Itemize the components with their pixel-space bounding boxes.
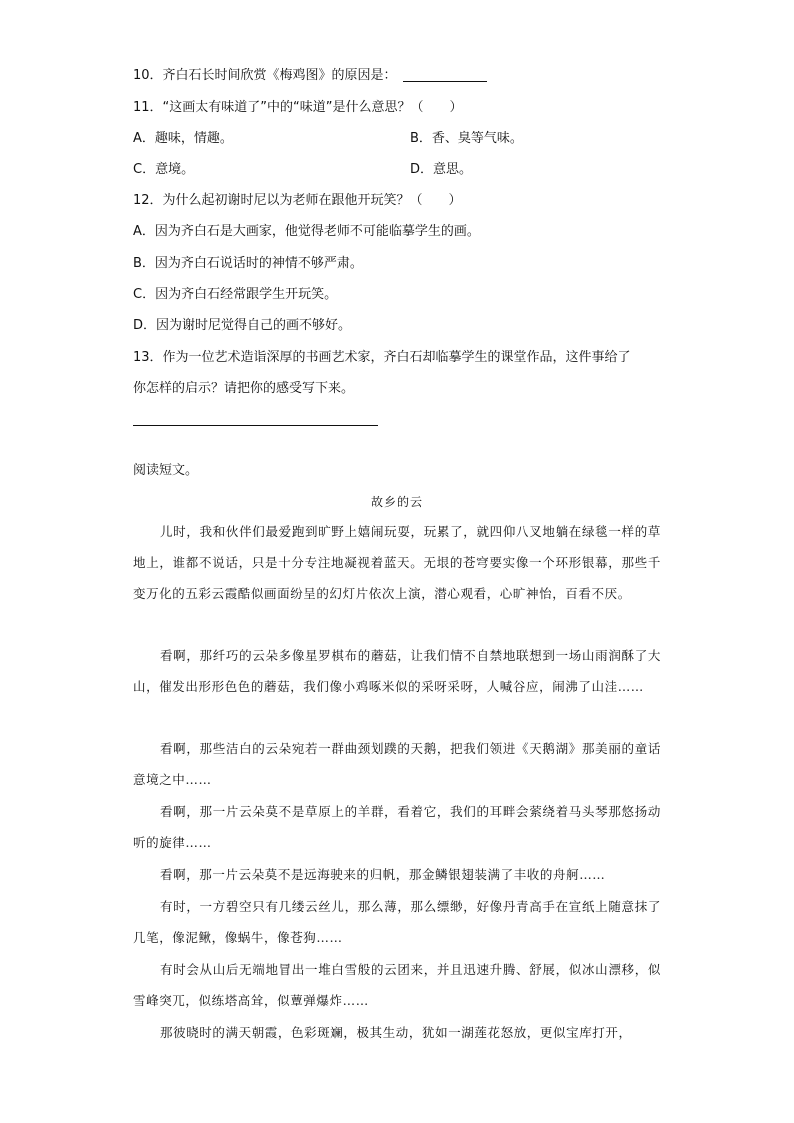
- question-13-line1: 13．作为一位艺术造诣深厚的书画艺术家，齐白石却临摹学生的课堂作品，这件事给了: [133, 350, 631, 365]
- passage-paragraph: 看啊，那纤巧的云朵多像星罗棋布的蘑菇，让我们情不自禁地联想到一场山雨润酥了大山，催发出形形色色的蘑菇，我们像小鸡啄米似的采呀采呀，人喊谷应，闹沸了山洼……: [133, 648, 661, 694]
- option-d: D．意思。: [410, 162, 473, 177]
- passage-paragraph: 那彼晓时的满天朝霞，色彩斑斓，极其生动，犹如一湖莲花怒放，更似宝库打开，: [160, 1025, 632, 1040]
- answer-blank[interactable]: [403, 67, 487, 82]
- passage-paragraph: 看啊，那一片云朵莫不是草原上的羊群，看着它，我们的耳畔会萦绕着马头琴那悠扬动听的旋律……: [133, 804, 661, 850]
- option-b: B．香、臭等气味。: [410, 131, 523, 146]
- passage-paragraph: 儿时，我和伙伴们最爱跑到旷野上嬉闹玩耍，玩累了，就四仰八叉地躺在绿毯一样的草地上，谁都不说话，只是十分专注地凝视着蓝天。无垠的苍穹要实像一个环形银幕，那些千变万化的五彩云霞酷似画面纷呈的幻灯片依次上演，潜心观看，心旷神怡，百看不厌。: [133, 524, 661, 601]
- option-d: D．因为谢时尼觉得自己的画不够好。: [133, 318, 352, 333]
- passage-paragraph: 有时会从山后无端地冒出一堆白雪般的云团来，并且迅速升腾、舒展，似冰山漂移，似雪峰突兀，似练塔高耸，似蕈弹爆炸……: [133, 962, 661, 1008]
- option-a: A．趣味，情趣。: [133, 131, 233, 146]
- reading-instruction: 阅读短文。: [133, 463, 199, 478]
- option-c: C．因为齐白石经常跟学生开玩笑。: [133, 287, 338, 302]
- question-13-line2: 你怎样的启示？请把你的感受写下来。: [133, 381, 355, 396]
- question-12: 12．为什么起初谢时尼以为老师在跟他开玩笑？（ ）: [133, 193, 462, 208]
- passage-paragraph: 有时，一方碧空只有几缕云丝儿，那么薄，那么缥缈，好像丹青高手在宣纸上随意抹了几笔，像泥鳅，像蜗牛，像苍狗……: [133, 899, 661, 945]
- question-11: 11．“这画太有味道了”中的“味道”是什么意思？（ ）: [133, 100, 463, 115]
- option-c: C．意境。: [133, 162, 195, 177]
- option-a: A．因为齐白石是大画家，他觉得老师不可能临摹学生的画。: [133, 224, 480, 239]
- passage-paragraph: 看啊，那些洁白的云朵宛若一群曲颈划蹼的天鹅，把我们领进《天鹅湖》那美丽的童话意境之中……: [133, 741, 661, 787]
- option-b: B．因为齐白石说话时的神情不够严肃。: [133, 256, 363, 271]
- answer-line[interactable]: [133, 425, 378, 426]
- passage-paragraph: 看啊，那一片云朵莫不是远海驶来的归帆，那金鳞银翅装满了丰收的舟舸……: [160, 867, 606, 882]
- question-10: [133, 66, 487, 86]
- passage-title: 故乡的云: [370, 495, 423, 509]
- question-10-text: 10．齐白石长时间欣赏《梅鸡图》的原因是：: [133, 68, 397, 83]
